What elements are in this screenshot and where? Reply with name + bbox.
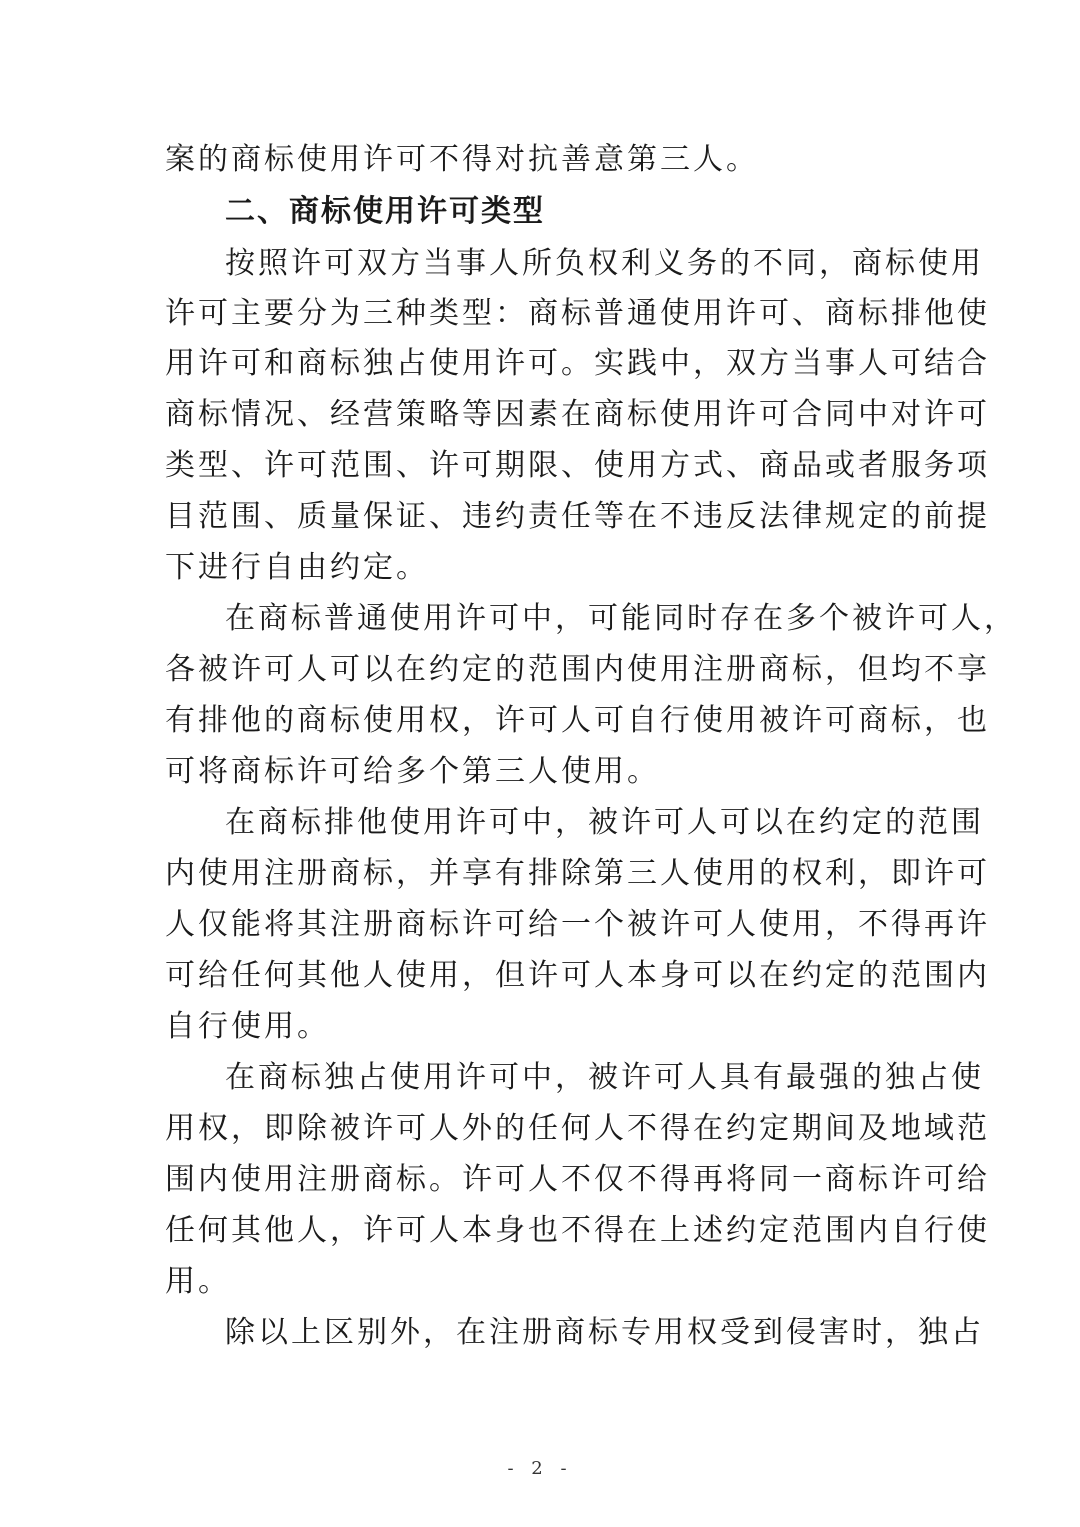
paragraph-line: 有排他的商标使用权，许可人可自行使用被许可商标，也 (165, 703, 990, 738)
paragraph-line: 各被许可人可以在约定的范围内使用注册商标，但均不享 (165, 652, 990, 687)
section-heading: 二、商标使用许可类型 (225, 194, 545, 229)
paragraph-line: 用许可和商标独占使用许可。实践中，双方当事人可结合 (165, 346, 990, 381)
paragraph-line: 按照许可双方当事人所负权利义务的不同，商标使用 (225, 246, 984, 281)
paragraph-line: 人仅能将其注册商标许可给一个被许可人使用，不得再许 (165, 907, 990, 942)
paragraph-line: 案的商标使用许可不得对抗善意第三人。 (165, 142, 759, 177)
paragraph-line: 用。 (165, 1264, 231, 1299)
paragraph-line: 商标情况、经营策略等因素在商标使用许可合同中对许可 (165, 397, 990, 432)
paragraph-line: 围内使用注册商标。许可人不仅不得再将同一商标许可给 (165, 1162, 990, 1197)
page-number: - 2 - (507, 1458, 573, 1479)
paragraph-line: 可将商标许可给多个第三人使用。 (165, 754, 660, 789)
paragraph-line: 除以上区别外，在注册商标专用权受到侵害时，独占 (225, 1315, 984, 1350)
paragraph-line: 可给任何其他人使用，但许可人本身可以在约定的范围内 (165, 958, 990, 993)
paragraph-line: 类型、许可范围、许可期限、使用方式、商品或者服务项 (165, 448, 990, 483)
paragraph-line: 自行使用。 (165, 1009, 330, 1044)
paragraph-line: 在商标独占使用许可中，被许可人具有最强的独占使 (225, 1060, 984, 1095)
paragraph-line: 任何其他人，许可人本身也不得在上述约定范围内自行使 (165, 1213, 990, 1248)
paragraph-line: 许可主要分为三种类型：商标普通使用许可、商标排他使 (165, 296, 990, 331)
paragraph-line: 下进行自由约定。 (165, 550, 429, 585)
paragraph-line: 在商标普通使用许可中，可能同时存在多个被许可人， (225, 601, 1017, 636)
paragraph-line: 目范围、质量保证、违约责任等在不违反法律规定的前提 (165, 499, 990, 534)
paragraph-line: 在商标排他使用许可中，被许可人可以在约定的范围 (225, 805, 984, 840)
paragraph-line: 内使用注册商标，并享有排除第三人使用的权利，即许可 (165, 856, 990, 891)
paragraph-line: 用权，即除被许可人外的任何人不得在约定期间及地域范 (165, 1111, 990, 1146)
